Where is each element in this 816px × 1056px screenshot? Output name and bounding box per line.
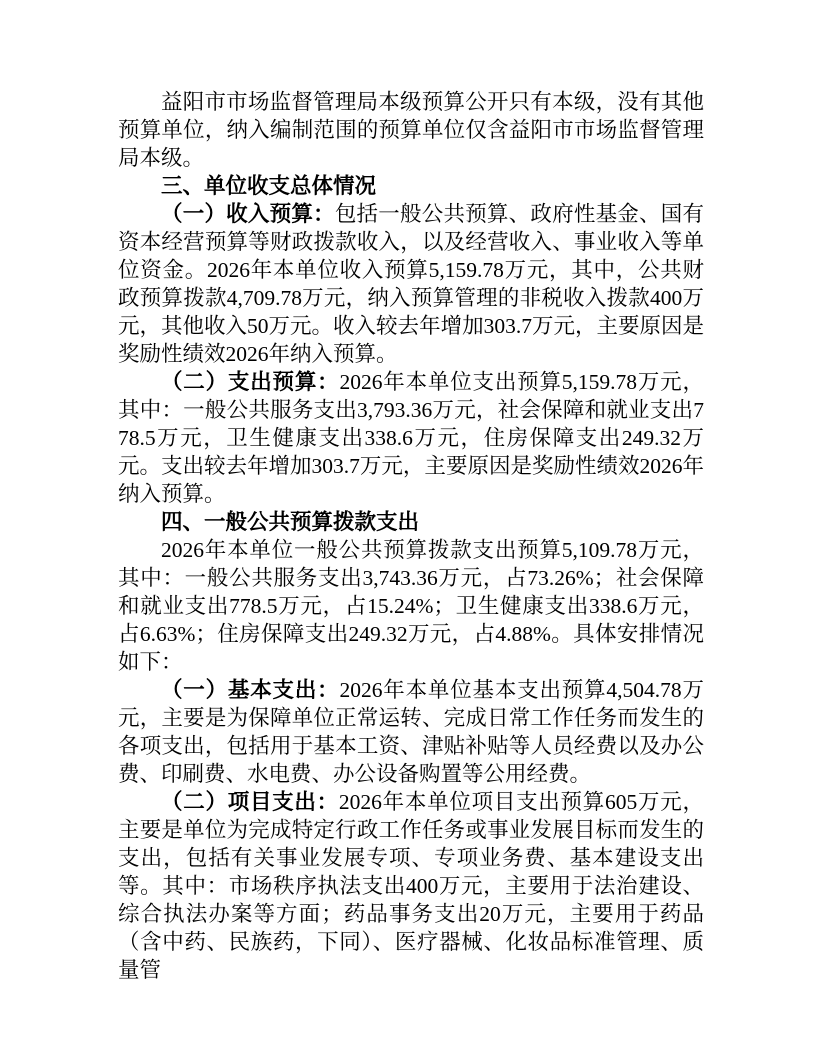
paragraph-text: 2026年本单位项目支出预算605万元，主要是单位为完成特定行政工作任务或事业发展目标而发生的支出，包括有关事业发展专项、专项业务费、基本建设支出等。其中：市场秩序执法支出400万元，主要用于法治建设、综合执法办案等方面；药品事务支出20万元，主要用于药品（含中药、民族药，下同）、医疗器械、化妆品标准管理、质量管 <box>118 790 704 982</box>
paragraph-text: 包括一般公共预算、政府性基金、国有资本经营预算等财政拨款收入，以及经营收入、事业收入等单位资金。2026年本单位收入预算5,159.78万元，其中，公共财政预算拨款4,709.78万元，纳入预算管理的非税收入拨款400万元，其他收入50万元。收入较去年增加303.7万元，主要原因是奖励性绩效2026年纳入预算。 <box>118 202 704 366</box>
paragraph-text: 2026年本单位基本支出预算4,504.78万元，主要是为保障单位正常运转、完成日常工作任务而发生的各项支出，包括用于基本工资、津贴补贴等人员经费以及办公费、印刷费、水电费、办公设备购置等公用经费。 <box>118 678 704 786</box>
paragraph-text: 2026年本单位一般公共预算拨款支出预算5,109.78万元，其中：一般公共服务支出3,743.36万元，占73.26%；社会保障和就业支出778.5万元，占15.24%；卫生健康支出338.6万元，占6.63%；住房保障支出249.32万元，占4.88%。具体安排情况如下： <box>118 538 704 674</box>
paragraph-lead: （一）收入预算： <box>161 202 335 226</box>
paragraph-appropriation-detail <box>118 536 704 676</box>
paragraph-basic-expense <box>118 676 704 788</box>
section-heading-4-public-budget-appropriation <box>118 508 704 536</box>
paragraph-project-expense <box>118 788 704 984</box>
paragraph-text: 益阳市市场监督管理局本级预算公开只有本级，没有其他预算单位，纳入编制范围的预算单位仅含益阳市市场监督管理局本级。 <box>118 90 704 170</box>
section-heading-3-overall-income-expense <box>118 172 704 200</box>
paragraph-income-budget <box>118 200 704 368</box>
paragraph-text: 2026年本单位支出预算5,159.78万元，其中：一般公共服务支出3,793.36万元，社会保障和就业支出778.5万元，卫生健康支出338.6万元，住房保障支出249.32万元。支出较去年增加303.7万元，主要原因是奖励性绩效2026年纳入预算。 <box>118 370 704 506</box>
paragraph-lead: （二）项目支出： <box>161 790 339 814</box>
paragraph-lead: （一）基本支出： <box>161 678 340 702</box>
document-content <box>118 88 704 984</box>
heading-text: 四、一般公共预算拨款支出 <box>161 510 420 534</box>
paragraph-lead: （二）支出预算： <box>161 370 340 394</box>
paragraph-expense-budget <box>118 368 704 508</box>
heading-text: 三、单位收支总体情况 <box>161 174 377 198</box>
paragraph-budget-scope <box>118 88 704 172</box>
